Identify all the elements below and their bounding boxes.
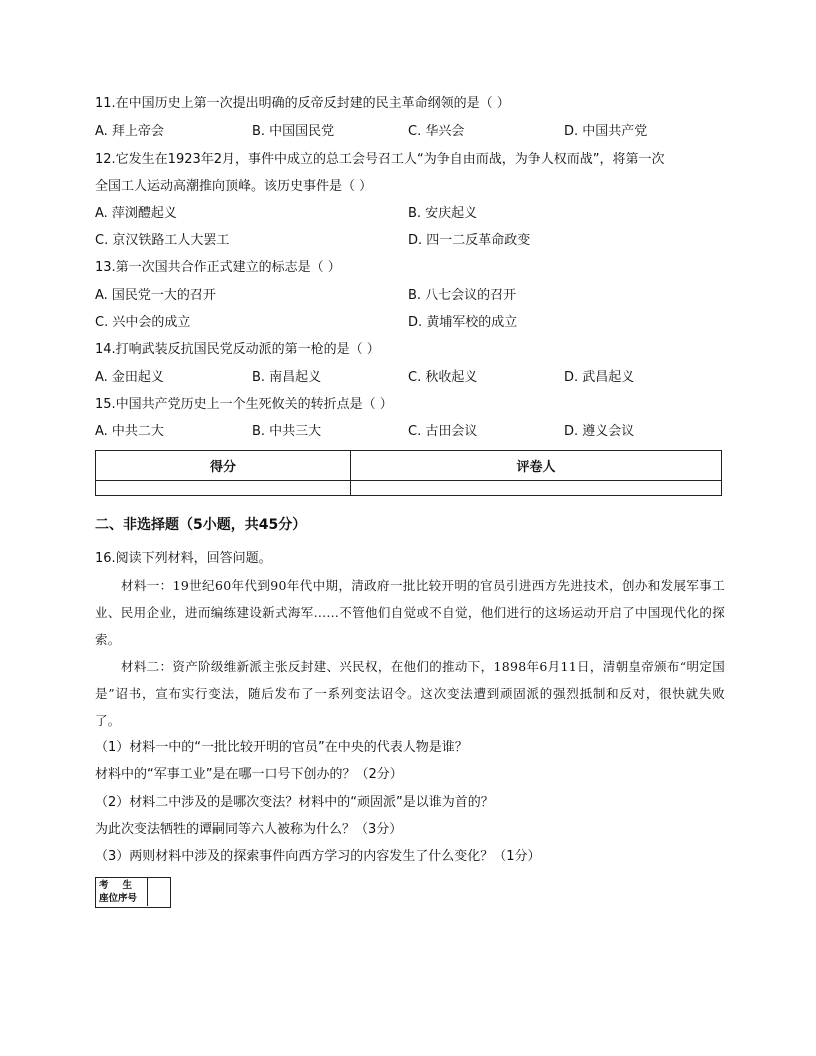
seat-number-label (96, 878, 148, 906)
sub-question-2a: （2）材料二中涉及的是哪次变法？材料中的“顽固派”是以谁为首的？ (95, 795, 494, 810)
question-14-stem: 14.打响武装反抗国民党反动派的第一枪的是（ ） (95, 342, 380, 357)
question-13-option-b: B. 八七会议的召开 (408, 288, 517, 303)
seat-label-line2: 座位序号 (99, 893, 138, 904)
question-11-option-b: B. 中国国民党 (252, 124, 335, 139)
question-15-option-c: C. 古田会议 (408, 424, 478, 439)
question-15-stem: 15.中国共产党历史上一个生死攸关的转折点是（ ） (95, 397, 393, 412)
section-2-title: 二、非选择题（5小题，共45分） (95, 517, 307, 533)
question-13-stem: 13.第一次国共合作正式建立的标志是（ ） (95, 260, 341, 275)
sub-question-1b: 材料中的“军事工业”是在哪一口号下创办的？（2分） (95, 767, 403, 782)
material-1: 材料一：19世纪60年代到90年代中期，清政府一批比较开明的官员引进西方先进技术，创办和发展军事工业、民用企业，进而编练建设新式海军……不管他们自觉或不自觉，他们进行的这场运动开启了中国现代化的探索。 (95, 578, 725, 647)
question-11-option-a: A. 拜上帝会 (95, 124, 164, 139)
question-12-option-b: B. 安庆起义 (408, 206, 478, 221)
question-14-option-b: B. 南昌起义 (252, 370, 322, 385)
question-15-option-d: D. 遵义会议 (564, 424, 635, 439)
seat-label-line1: 考生 (99, 880, 147, 891)
sub-question-2b: 为此次变法牺牲的谭嗣同等六人被称为什么？（3分） (95, 822, 403, 837)
sub-question-1a: （1）材料一中的“一批比较开明的官员”在中央的代表人物是谁？ (95, 740, 468, 755)
question-15-option-b: B. 中共三大 (252, 424, 322, 439)
material-2: 材料二：资产阶级维新派主张反封建、兴民权，在他们的推动下，1898年6月11日，清朝皇帝颁布“明定国是”诏书，宣布实行变法，随后发布了一系列变法诏令。这次变法遭到顽固派的强烈抵制和反对，很快就失败了。 (95, 659, 725, 728)
seat-number-box (95, 877, 171, 908)
question-11-option-c: C. 华兴会 (408, 124, 465, 139)
sub-question-3: （3）两则材料中涉及的探索事件向西方学习的内容发生了什么变化？（1分） (95, 849, 541, 864)
question-14-option-a: A. 金田起义 (95, 370, 164, 385)
question-12-stem-line2: 全国工人运动高潮推向顶峰。该历史事件是（ ） (95, 179, 373, 194)
question-16-stem: 16.阅读下列材料，回答问题。 (95, 551, 272, 566)
question-13-option-c: C. 兴中会的成立 (95, 315, 191, 330)
question-12-stem-line1: 12.它发生在1923年2月，事件中成立的总工会号召工人“为争自由而战，为争人权而战”，将第一次 (95, 152, 665, 167)
score-header: 得分 (96, 451, 351, 481)
question-14-option-d: D. 武昌起义 (564, 370, 635, 385)
question-11-stem: 11.在中国历史上第一次提出明确的反帝反封建的民主革命纲领的是（ ） (95, 96, 510, 111)
score-cell[interactable] (96, 481, 351, 496)
question-14-option-c: C. 秋收起义 (408, 370, 478, 385)
score-table (95, 450, 722, 496)
question-13-option-d: D. 黄埔军校的成立 (408, 315, 518, 330)
question-11-option-d: D. 中国共产党 (564, 124, 648, 139)
question-15-option-a: A. 中共二大 (95, 424, 164, 439)
grader-cell[interactable] (351, 481, 722, 496)
question-12-option-d: D. 四一二反革命政变 (408, 233, 531, 248)
question-12-option-c: C. 京汉铁路工人大罢工 (95, 233, 230, 248)
question-12-option-a: A. 萍浏醴起义 (95, 206, 177, 221)
grader-header: 评卷人 (351, 451, 722, 481)
question-13-option-a: A. 国民党一大的召开 (95, 288, 216, 303)
